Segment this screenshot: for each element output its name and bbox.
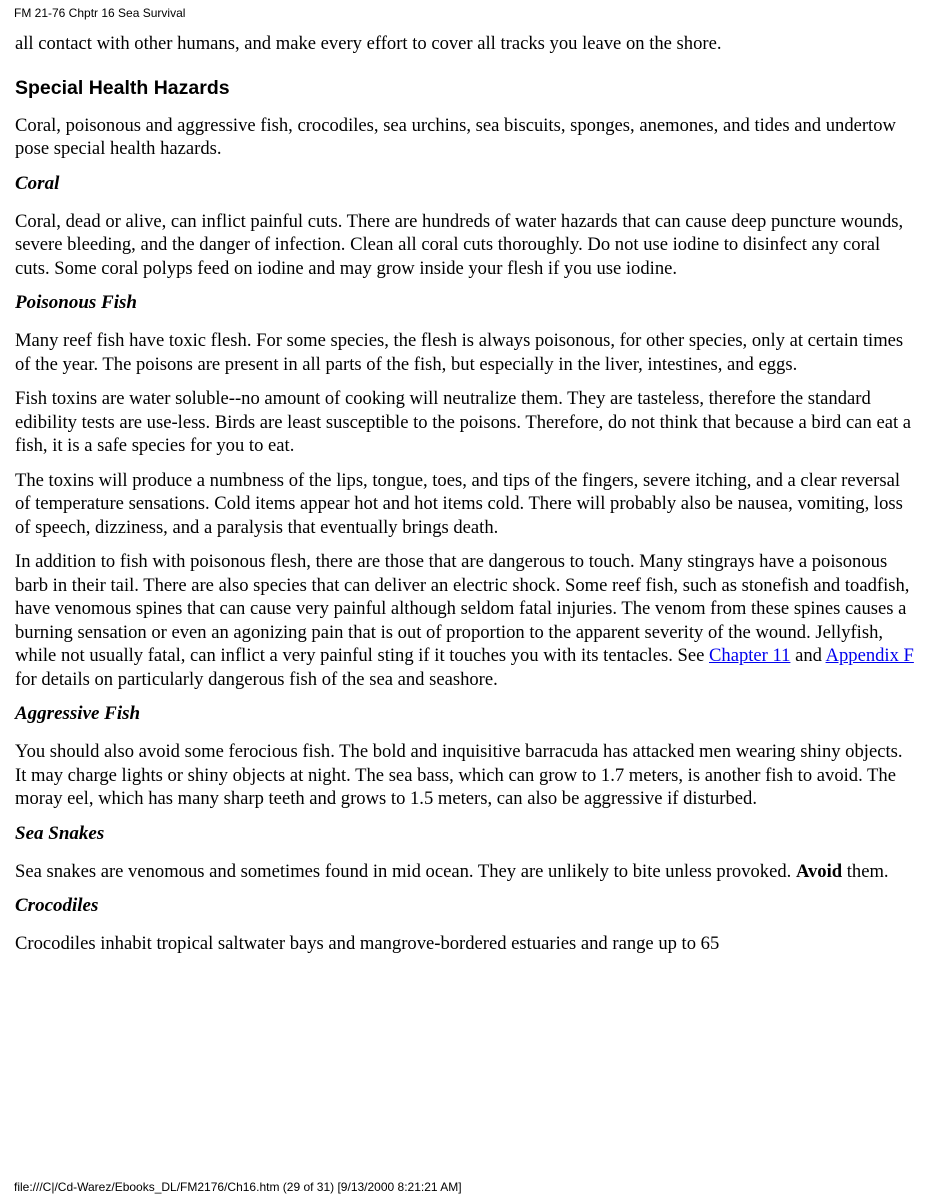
- sea-snakes-text-end: them.: [842, 860, 889, 882]
- sea-snakes-heading: Sea Snakes: [15, 822, 105, 844]
- poisonous-fish-paragraph-1: Many reef fish have toxic flesh. For some species, the flesh is always poisonous, for other species, only at certain times of the year. The poisons are present in all parts of the fish, but especially in the liver, intestines, and eggs.: [15, 330, 904, 375]
- poisonous-fish-p4-text: In addition to fish with poisonous flesh, there are those that are dangerous to touch. Many stingrays have a poisonous barb in their tail. There are also species that can deliver an electric shock. Some reef fish, such as stonefish and toadfish, have venomous spines that can cause very painful although seldom fatal injuries. The venom from these spines causes a burning sensation or even an agonizing pain that is out of proportion to the apparent severity of the wound. Jellyfish, while not usually fatal, can inflict a very painful sting if it touches you with its tentacles. See: [15, 551, 910, 666]
- section-intro-paragraph: Coral, poisonous and aggressive fish, crocodiles, sea urchins, sea biscuits, sponges, anemones, and tides and undertow pose special health hazards.: [15, 114, 896, 159]
- sea-snakes-emphasis: Avoid: [795, 860, 843, 882]
- coral-heading: Coral: [15, 172, 60, 194]
- crocodiles-paragraph: Crocodiles inhabit tropical saltwater bays and mangrove-bordered estuaries and range up to 65: [15, 933, 720, 954]
- sea-snakes-text: Sea snakes are venomous and sometimes found in mid ocean. They are unlikely to bite unless provoked.: [15, 860, 796, 882]
- sea-snakes-paragraph: [15, 860, 915, 884]
- page-header: FM 21-76 Chptr 16 Sea Survival: [14, 6, 186, 20]
- aggressive-fish-heading: Aggressive Fish: [15, 703, 141, 724]
- document-body: [15, 32, 915, 967]
- page-footer: file:///C|/Cd-Warez/Ebooks_DL/FM2176/Ch16.htm (29 of 31) [9/13/2000 8:21:21 AM]: [14, 1180, 462, 1194]
- poisonous-fish-paragraph-3: The toxins will produce a numbness of the lips, tongue, toes, and tips of the fingers, severe itching, and a clear reversal of temperature sensations. Cold items appear hot and hot items cold. There will probably also be nausea, vomiting, loss of speech, dizziness, and a paralysis that eventually brings death.: [15, 469, 903, 538]
- coral-paragraph: Coral, dead or alive, can inflict painful cuts. There are hundreds of water hazards that can cause deep puncture wounds, severe bleeding, and the danger of infection. Clean all coral cuts thoroughly. Do not use iodine to disinfect any coral cuts. Some coral polyps feed on iodine and may grow inside your flesh if you use iodine.: [15, 210, 904, 279]
- appendix-f-link[interactable]: Appendix F: [825, 645, 914, 666]
- crocodiles-heading: Crocodiles: [15, 895, 99, 916]
- poisonous-fish-paragraph-2: Fish toxins are water soluble--no amount of cooking will neutralize them. They are tasteless, therefore the standard edibility tests are use-less. Birds are least susceptible to the poisons. Therefore, do not think that because a bird can eat a fish, it is a safe species for you to eat.: [15, 388, 912, 456]
- intro-paragraph: all contact with other humans, and make every effort to cover all tracks you leave on the shore.: [15, 33, 722, 54]
- poisonous-fish-paragraph-4: [15, 550, 915, 691]
- chapter-11-link[interactable]: Chapter 11: [709, 645, 791, 666]
- section-heading: Special Health Hazards: [15, 76, 230, 99]
- poisonous-fish-heading: Poisonous Fish: [15, 292, 137, 313]
- poisonous-fish-p4-ending: for details on particularly dangerous fish of the sea and seashore.: [15, 668, 498, 690]
- poisonous-fish-p4-conjunction: and: [790, 645, 826, 666]
- aggressive-fish-paragraph: You should also avoid some ferocious fish. The bold and inquisitive barracuda has attacked men wearing shiny objects. It may charge lights or shiny objects at night. The sea bass, which can grow to 1.7 meters, is another fish to avoid. The moray eel, which has many sharp teeth and grows to 1.5 meters, can also be aggressive if disturbed.: [15, 741, 903, 809]
